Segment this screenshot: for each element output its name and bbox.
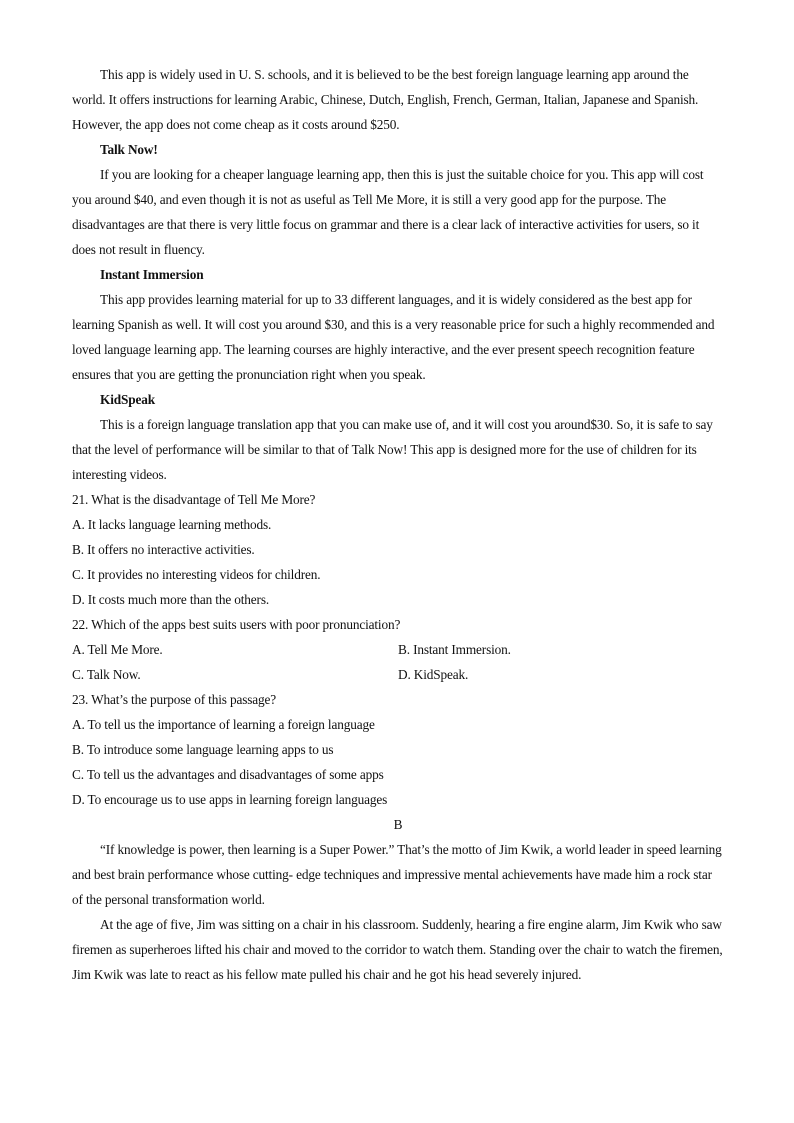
option-d: D. To encourage us to use apps in learning foreign languages <box>72 792 388 807</box>
question-stem: 21. What is the disadvantage of Tell Me More? <box>72 492 316 507</box>
question-21 <box>72 487 724 612</box>
option-a: A. Tell Me More. <box>72 642 163 657</box>
question-stem: 22. Which of the apps best suits users with poor pronunciation? <box>72 617 401 632</box>
option-a: A. It lacks language learning methods. <box>72 517 272 532</box>
question-22 <box>72 612 724 687</box>
option-row <box>72 662 724 687</box>
option-a: A. To tell us the importance of learning a foreign language <box>72 717 375 732</box>
passage-b-paragraph-2: At the age of five, Jim was sitting on a chair in his classroom. Suddenly, hearing a fire engine alarm, Jim Kwik who saw firemen as superheroes lifted his chair and moved to the corridor to watch them. Standing over the chair to watch the firemen, Jim Kwik was late to react as his fellow mate pulled his chair and he got his head severely injured. <box>72 917 723 982</box>
passage-b-paragraph-1: “If knowledge is power, then learning is a Super Power.” That’s the motto of Jim Kwik, a world leader in speed learning and best brain performance whose cutting- edge techniques and impressive mental achievements have made him a rock star of the personal transformation world. <box>72 842 722 907</box>
option-row <box>72 637 724 662</box>
option-b: B. It offers no interactive activities. <box>72 542 255 557</box>
option-c: C. It provides no interesting videos for children. <box>72 567 321 582</box>
option-d: D. KidSpeak. <box>398 667 469 682</box>
section-heading-instant-immersion: Instant Immersion <box>100 267 204 282</box>
question-23 <box>72 687 724 812</box>
document-page <box>72 62 724 987</box>
option-c: C. Talk Now. <box>72 667 141 682</box>
section-heading-talk-now: Talk Now! <box>100 142 158 157</box>
section-body-talk-now: If you are looking for a cheaper language learning app, then this is just the suitable choice for you. This app will cost you around $40, and even though it is not as useful as Tell Me More, it is still a very good app for the purpose. The disadvantages are that there is very little focus on grammar and there is a clear lack of interactive activities for users, so it does not result in fluency. <box>72 167 704 257</box>
passage-b-label: B <box>393 817 403 832</box>
section-heading-kidspeak: KidSpeak <box>100 392 155 407</box>
question-stem: 23. What’s the purpose of this passage? <box>72 692 277 707</box>
option-b: B. To introduce some language learning apps to us <box>72 742 334 757</box>
passage-a-intro: This app is widely used in U. S. schools, and it is believed to be the best foreign language learning app around the world. It offers instructions for learning Arabic, Chinese, Dutch, English, French, German, Italian, Japanese and Spanish. However, the app does not come cheap as it costs around $250. <box>72 67 699 132</box>
section-body-instant-immersion: This app provides learning material for up to 33 different languages, and it is widely considered as the best app for learning Spanish as well. It will cost you around $30, and this is a very reasonable price for such a highly recommended and loved language learning app. The learning courses are highly interactive, and the ever present speech recognition feature ensures that you are getting the pronunciation right when you speak. <box>72 292 715 382</box>
option-b: B. Instant Immersion. <box>398 642 511 657</box>
option-d: D. It costs much more than the others. <box>72 592 270 607</box>
section-body-kidspeak: This is a foreign language translation app that you can make use of, and it will cost you around$30. So, it is safe to say that the level of performance will be similar to that of Talk Now! This app is designed more for the use of children for its interesting videos. <box>72 417 713 482</box>
option-c: C. To tell us the advantages and disadvantages of some apps <box>72 767 384 782</box>
